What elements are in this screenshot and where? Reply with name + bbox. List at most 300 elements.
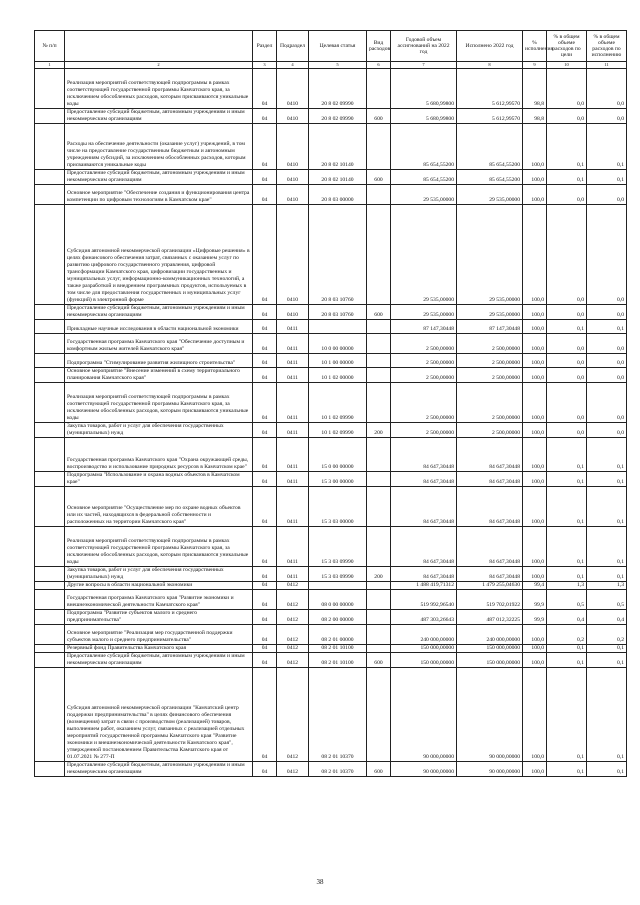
cell-razdel: 04 [253,305,277,320]
cell-num [35,320,65,334]
cell-share-total: 0,1 [547,527,587,567]
table-row [35,762,627,777]
cell-share-total: 0,1 [547,487,587,527]
table-row [35,354,627,368]
cell-fact: 29 535,00000 [457,305,523,320]
table-row [35,320,627,334]
cell-vr: 600 [367,653,391,668]
column-number: 1 [35,62,65,69]
cell-vr [367,610,391,625]
cell-share-spent: 0,0 [587,368,627,383]
cell-podrazdel: 0411 [277,438,309,472]
cell-share-spent: 0,0 [587,354,627,368]
cell-share-total: 0,1 [547,567,587,582]
cell-razdel: 04 [253,625,277,645]
cell-podrazdel: 0411 [277,354,309,368]
cell-plan: 84 647,30448 [391,567,457,582]
cell-fact: 519 702,01922 [457,590,523,610]
cell-csr: 15 0 00 00000 [309,438,367,472]
cell-plan: 519 992,96540 [391,590,457,610]
cell-name: Подпрограмма "Стимулирование развития жилищного строительства" [65,354,253,368]
cell-plan: 29 535,00000 [391,305,457,320]
cell-csr: 08 2 01 10370 [309,668,367,762]
table-row [35,423,627,438]
cell-fact: 2 500,00000 [457,354,523,368]
table-row [35,653,627,668]
table-row [35,109,627,124]
cell-num [35,645,65,653]
cell-razdel: 04 [253,334,277,354]
column-number-row [35,62,627,69]
cell-vr: 600 [367,305,391,320]
column-number: 11 [587,62,627,69]
cell-fact: 90 000,00000 [457,762,523,777]
cell-podrazdel: 0410 [277,124,309,170]
cell-pct: 100,0 [523,383,547,423]
cell-share-spent: 0,1 [587,487,627,527]
table-row [35,625,627,645]
cell-pct: 98,8 [523,69,547,109]
cell-fact: 84 647,30448 [457,567,523,582]
header-pct: % исполнения [523,31,547,62]
cell-razdel: 04 [253,124,277,170]
cell-share-spent: 0,1 [587,762,627,777]
document-page [34,30,626,777]
cell-csr: 20 8 02 09990 [309,69,367,109]
cell-fact: 1 479 255,04630 [457,582,523,590]
cell-vr [367,124,391,170]
table-row [35,487,627,527]
cell-podrazdel: 0410 [277,205,309,305]
cell-vr [367,354,391,368]
table-body [35,69,627,777]
cell-vr: 200 [367,567,391,582]
cell-plan: 150 000,00000 [391,653,457,668]
table-row [35,610,627,625]
cell-num [35,354,65,368]
header-num: № п/п [35,31,65,62]
cell-vr [367,590,391,610]
cell-podrazdel: 0412 [277,653,309,668]
cell-name: Реализация мероприятий соответствующей подпрограммы в рамках соответствующей государственной программы Камчатского края, за исключением обособленных расходов, которым присваиваются уникальные коды [65,383,253,423]
cell-share-spent: 0,1 [587,438,627,472]
cell-share-spent: 0,1 [587,170,627,185]
cell-razdel: 04 [253,590,277,610]
cell-podrazdel: 0411 [277,567,309,582]
cell-plan: 487 303,26643 [391,610,457,625]
cell-fact: 240 000,00000 [457,625,523,645]
cell-name: Предоставление субсидий бюджетным, автономным учреждениям и иным некоммерческим организациям [65,762,253,777]
cell-name: Основное мероприятие "Обеспечение создания и функционирования центра компетенции по цифровым технологиям в Камчатском крае" [65,185,253,205]
header-row [35,31,627,62]
cell-share-total: 0,1 [547,653,587,668]
cell-pct: 100,0 [523,487,547,527]
header-share-total: % в общем объеме расходов по цели [547,31,587,62]
cell-podrazdel: 0411 [277,423,309,438]
cell-name: Государственная программа Камчатского края "Развитие экономики и внешнеэкономической деятельности Камчатского края" [65,590,253,610]
cell-num [35,334,65,354]
cell-num [35,109,65,124]
column-number: 3 [253,62,277,69]
cell-vr [367,582,391,590]
cell-vr: 600 [367,109,391,124]
cell-share-total: 0,1 [547,762,587,777]
header-razdel: Раздел [253,31,277,62]
cell-razdel: 04 [253,354,277,368]
cell-share-total: 0,1 [547,645,587,653]
cell-pct: 99,9 [523,590,547,610]
cell-share-total: 0,0 [547,423,587,438]
cell-plan: 5 680,99800 [391,109,457,124]
cell-razdel: 04 [253,109,277,124]
cell-vr [367,645,391,653]
cell-csr: 20 8 03 10760 [309,305,367,320]
cell-share-total: 0,0 [547,368,587,383]
cell-vr [367,383,391,423]
table-row [35,567,627,582]
cell-pct: 99,9 [523,610,547,625]
cell-plan: 1 488 419,71312 [391,582,457,590]
cell-pct: 100,0 [523,527,547,567]
cell-csr: 20 8 03 10760 [309,205,367,305]
cell-share-total: 1,3 [547,582,587,590]
header-csr: Целевая статья [309,31,367,62]
cell-share-total: 0,5 [547,590,587,610]
cell-name: Прикладные научные исследования в области национальной экономики [65,320,253,334]
cell-fact: 150 000,00000 [457,645,523,653]
cell-razdel: 04 [253,567,277,582]
cell-name: Субсидия автономной некоммерческой организации "Камчатский центр поддержки предпринимательства" в целях финансового обеспечения (возмещения) затрат в связи с производством (реализацией) товаров, выполнением работ, оказанием услуг, связанных с реализацией отдельных мероприятий государственной программы Камчатского края "Развитие экономики и внешнеэкономической деятельности Камчатского края", утвержденной постановлением Правительства Камчатского края от 01.07.2021 № 277-П [65,668,253,762]
header-podrazdel: Подраздел [277,31,309,62]
table-row [35,582,627,590]
cell-plan: 84 647,30448 [391,527,457,567]
cell-share-spent: 0,0 [587,334,627,354]
cell-podrazdel: 0411 [277,383,309,423]
cell-num [35,368,65,383]
cell-razdel: 04 [253,610,277,625]
cell-plan: 90 000,00000 [391,668,457,762]
cell-share-spent: 0,4 [587,610,627,625]
cell-pct: 100,0 [523,438,547,472]
cell-num [35,383,65,423]
cell-share-spent: 1,3 [587,582,627,590]
cell-num [35,653,65,668]
cell-name: Реализация мероприятий соответствующей подпрограммы в рамках соответствующей государственной программы Камчатского края, за исключением обособленных расходов, которым присваиваются уникальные коды [65,527,253,567]
cell-share-spent: 0,1 [587,124,627,170]
cell-csr: 20 8 02 10140 [309,124,367,170]
cell-share-total: 0,0 [547,185,587,205]
cell-num [35,423,65,438]
table-row [35,305,627,320]
cell-pct: 100,0 [523,354,547,368]
cell-vr: 600 [367,170,391,185]
cell-plan: 2 500,00000 [391,383,457,423]
cell-num [35,124,65,170]
cell-name: Подпрограмма "Использование и охрана водных объектов в Камчатском крае" [65,472,253,487]
cell-num [35,472,65,487]
cell-share-spent: 0,2 [587,625,627,645]
cell-plan: 85 654,55200 [391,124,457,170]
cell-podrazdel: 0410 [277,170,309,185]
cell-share-total: 0,0 [547,305,587,320]
table-row [35,383,627,423]
cell-name: Реализация мероприятий соответствующей подпрограммы в рамках соответствующей государственной программы Камчатского края, за исключением обособленных расходов, которым присваиваются уникальные коды [65,69,253,109]
cell-csr: 10 1 02 09990 [309,383,367,423]
cell-pct: 100,0 [523,423,547,438]
table-row [35,205,627,305]
cell-csr [309,320,367,334]
cell-podrazdel: 0412 [277,625,309,645]
cell-podrazdel: 0410 [277,185,309,205]
cell-share-spent: 0,1 [587,668,627,762]
cell-share-spent: 0,1 [587,645,627,653]
cell-csr: 20 8 02 09990 [309,109,367,124]
cell-razdel: 04 [253,582,277,590]
cell-name: Расходы на обеспечение деятельности (оказание услуг) учреждений, в том числе на предоставление государственным бюджетным и автономным учреждениям субсидий, за исключением обособленных расходов, которым присваиваются уникальные коды [65,124,253,170]
cell-share-spent: 0,0 [587,205,627,305]
cell-pct: 100,0 [523,762,547,777]
cell-razdel: 04 [253,69,277,109]
column-number: 4 [277,62,309,69]
budget-table [34,30,627,777]
cell-fact: 2 500,00000 [457,368,523,383]
cell-razdel: 04 [253,438,277,472]
cell-name: Основное мероприятие "Внесение изменений в схему территориального планирования Камчатского края" [65,368,253,383]
cell-csr [309,582,367,590]
cell-share-total: 0,1 [547,472,587,487]
cell-share-spent: 0,0 [587,185,627,205]
cell-pct: 100,0 [523,368,547,383]
cell-csr: 15 3 00 00000 [309,472,367,487]
table-row [35,185,627,205]
cell-pct: 99,4 [523,582,547,590]
cell-num [35,185,65,205]
cell-num [35,305,65,320]
cell-name: Закупка товаров, работ и услуг для обеспечения государственных (муниципальных) нужд [65,423,253,438]
cell-podrazdel: 0411 [277,368,309,383]
cell-podrazdel: 0410 [277,69,309,109]
cell-podrazdel: 0411 [277,320,309,334]
header-share-spent: % в общем объеме расходов по исполнению [587,31,627,62]
cell-num [35,487,65,527]
cell-pct: 100,0 [523,567,547,582]
column-number: 6 [367,62,391,69]
cell-vr: 600 [367,762,391,777]
cell-plan: 29 535,00000 [391,185,457,205]
cell-razdel: 04 [253,527,277,567]
cell-pct: 100,0 [523,625,547,645]
cell-pct: 100,0 [523,472,547,487]
cell-podrazdel: 0410 [277,305,309,320]
cell-share-spent: 0,0 [587,305,627,320]
cell-fact: 150 000,00000 [457,653,523,668]
cell-razdel: 04 [253,185,277,205]
cell-share-spent: 0,1 [587,472,627,487]
table-row [35,124,627,170]
cell-plan: 5 680,99800 [391,69,457,109]
cell-fact: 5 612,99570 [457,109,523,124]
cell-vr [367,625,391,645]
cell-share-total: 0,0 [547,383,587,423]
table-row [35,590,627,610]
cell-razdel: 04 [253,205,277,305]
cell-share-spent: 0,1 [587,527,627,567]
cell-name: Государственная программа Камчатского края "Охрана окружающей среды, воспроизводство и использование природных ресурсов в Камчатском крае" [65,438,253,472]
cell-pct: 98,8 [523,109,547,124]
cell-vr [367,69,391,109]
cell-share-total: 0,0 [547,109,587,124]
cell-plan: 84 647,30448 [391,438,457,472]
cell-pct: 100,0 [523,185,547,205]
cell-pct: 100,0 [523,170,547,185]
cell-razdel: 04 [253,653,277,668]
cell-csr: 15 3 03 09990 [309,567,367,582]
cell-share-total: 0,0 [547,354,587,368]
header-vr: Вид расходов [367,31,391,62]
cell-podrazdel: 0411 [277,487,309,527]
cell-fact: 90 000,00000 [457,668,523,762]
cell-plan: 84 647,30448 [391,487,457,527]
cell-name: Резервный фонд Правительства Камчатского края [65,645,253,653]
cell-vr [367,334,391,354]
cell-plan: 85 654,55200 [391,170,457,185]
page-number: 38 [316,878,324,886]
cell-name: Закупка товаров, работ и услуг для обеспечения государственных (муниципальных) нужд [65,567,253,582]
cell-name: Предоставление субсидий бюджетным, автономным учреждениям и иным некоммерческим организациям [65,653,253,668]
cell-podrazdel: 0411 [277,334,309,354]
cell-pct: 100,0 [523,645,547,653]
cell-share-total: 0,1 [547,438,587,472]
cell-num [35,610,65,625]
cell-vr [367,472,391,487]
cell-share-spent: 0,1 [587,653,627,668]
cell-razdel: 04 [253,368,277,383]
cell-csr: 15 3 03 00000 [309,487,367,527]
cell-podrazdel: 0410 [277,109,309,124]
cell-plan: 150 000,00000 [391,645,457,653]
table-row [35,170,627,185]
cell-name: Другие вопросы в области национальной экономики [65,582,253,590]
cell-plan: 240 000,00000 [391,625,457,645]
cell-csr: 20 8 02 10140 [309,170,367,185]
cell-share-total: 0,2 [547,625,587,645]
cell-num [35,567,65,582]
header-fact: Исполнено 2022 год [457,31,523,62]
cell-fact: 84 647,30448 [457,438,523,472]
cell-fact: 2 500,00000 [457,383,523,423]
column-number: 2 [65,62,253,69]
cell-share-spent: 0,0 [587,109,627,124]
cell-name: Подпрограмма "Развитие субъектов малого и среднего предпринимательства" [65,610,253,625]
cell-num [35,590,65,610]
cell-razdel: 04 [253,320,277,334]
cell-podrazdel: 0412 [277,762,309,777]
cell-share-total: 0,0 [547,69,587,109]
cell-csr: 08 2 01 10100 [309,645,367,653]
cell-name: Основное мероприятие "Осуществление мер по охране водных объектов или их частей, находящихся в федеральной собственности и расположенных на территории Камчатского края" [65,487,253,527]
cell-plan: 29 535,00000 [391,205,457,305]
cell-num [35,582,65,590]
cell-share-total: 0,1 [547,124,587,170]
cell-fact: 2 500,00000 [457,334,523,354]
cell-vr: 200 [367,423,391,438]
cell-share-spent: 0,0 [587,423,627,438]
column-number: 9 [523,62,547,69]
cell-share-total: 0,1 [547,170,587,185]
cell-vr [367,527,391,567]
cell-pct: 100,0 [523,305,547,320]
cell-plan: 2 500,00000 [391,368,457,383]
cell-fact: 84 647,30448 [457,527,523,567]
table-row [35,438,627,472]
cell-pct: 100,0 [523,668,547,762]
cell-name: Субсидия автономной некоммерческой организации «Цифровые решения» в целях финансового обеспечения затрат, связанных с оказанием услуг по развитию цифрового государственного управления, цифровой трансформации Камчатского края, цифровизации государственных и муниципальных услуг, информационно-коммуникационных технологий, а также разработкой и внедрением программных продуктов, используемых в том числе для предоставления государственных и муниципальных услуг (функций) в электронной форме [65,205,253,305]
cell-plan: 90 000,00000 [391,762,457,777]
cell-plan: 2 500,00000 [391,354,457,368]
table-row [35,645,627,653]
cell-num [35,668,65,762]
cell-podrazdel: 0412 [277,610,309,625]
cell-plan: 84 647,30448 [391,472,457,487]
cell-vr [367,205,391,305]
cell-podrazdel: 0411 [277,472,309,487]
cell-razdel: 04 [253,472,277,487]
cell-name: Государственная программа Камчатского края "Обеспечение доступным и комфортным жильем жителей Камчатского края" [65,334,253,354]
column-number: 10 [547,62,587,69]
cell-fact: 487 012,32225 [457,610,523,625]
cell-razdel: 04 [253,383,277,423]
cell-share-total: 0,0 [547,334,587,354]
table-row [35,334,627,354]
cell-share-total: 0,1 [547,320,587,334]
column-number: 7 [391,62,457,69]
table-row [35,668,627,762]
column-number: 5 [309,62,367,69]
cell-razdel: 04 [253,423,277,438]
cell-num [35,438,65,472]
cell-pct: 100,0 [523,653,547,668]
cell-csr: 10 1 02 09990 [309,423,367,438]
cell-num [35,527,65,567]
cell-csr: 08 2 01 10100 [309,653,367,668]
cell-vr [367,320,391,334]
cell-vr [367,487,391,527]
cell-csr: 10 1 02 00000 [309,368,367,383]
cell-share-total: 0,1 [547,668,587,762]
header-name [65,31,253,62]
cell-csr: 10 0 00 00000 [309,334,367,354]
cell-fact: 29 535,00000 [457,205,523,305]
cell-vr [367,438,391,472]
column-number: 8 [457,62,523,69]
cell-name: Предоставление субсидий бюджетным, автономным учреждениям и иным некоммерческим организациям [65,170,253,185]
cell-csr: 20 8 03 00000 [309,185,367,205]
cell-csr: 08 2 00 00000 [309,610,367,625]
cell-fact: 84 647,30448 [457,472,523,487]
cell-vr [367,368,391,383]
cell-share-spent: 0,0 [587,383,627,423]
cell-fact: 84 647,30448 [457,487,523,527]
cell-razdel: 04 [253,487,277,527]
cell-share-spent: 0,0 [587,69,627,109]
cell-num [35,69,65,109]
cell-csr: 08 2 01 10370 [309,762,367,777]
table-row [35,527,627,567]
cell-pct: 100,0 [523,334,547,354]
cell-num [35,762,65,777]
cell-fact: 2 500,00000 [457,423,523,438]
table-row [35,472,627,487]
